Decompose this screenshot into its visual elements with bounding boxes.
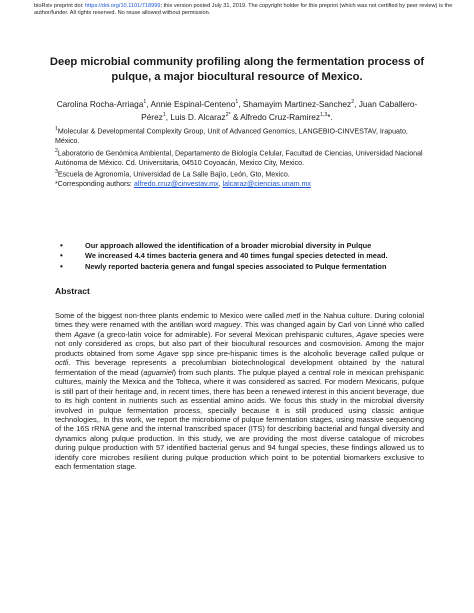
author-affil-marker: 1 bbox=[143, 99, 147, 105]
affiliation: $^1$Molecular & Developmental Complexity Group, Unit of Advanced Genomics, LANGEBIO-CINVESTAV, Irapuato, México. bbox=[55, 126, 408, 145]
notice-rest: ; this version posted July 31, 2019. The copyright holder for this preprint (which was not certified by peer review) is the author/funder. All rights reserved. No reuse allowed without permission. bbox=[34, 3, 453, 16]
author-affil-marker: 2* bbox=[225, 112, 231, 119]
affiliation: $^3$Escuela de Agronomía, Universidad de La Salle Bajío, León, Gto, Mexico. bbox=[55, 169, 290, 179]
author-name: Annie Espinal-Centeno bbox=[150, 98, 236, 109]
affiliation: $^2$Laboratorio de Genómica Ambiental, Departamento de Biología Celular, Facultad de Ciencias, Universidad Nacional Autónoma de México. Cd. Universitaria, 04510 Coyoacán, Mexico City, Mexico. bbox=[55, 147, 423, 167]
author-name: Carolina Rocha-Arriaga bbox=[56, 98, 144, 109]
preprint-notice bbox=[34, 3, 454, 17]
abstract-body: Some of the biggest non-three plants endemic to Mexico were called metl in the Nahua culture. During colonial times they were renamed with the antillan word maguey. This was changed again by Carl von Linné who called them Agave (a greco-latin voice for admirable). For several Mexican prehispanic cultures, Agave species were not only considered as crops, but also part of their biocultural resources and cosmovision. Among the major products obtained from some Agave spp since pre-hispanic times is the alcoholic beverage called pulque or octli. This beverage represents a precolumbian biotechnological development obtained by the natural fermentation of the mead (aguamiel) from such plants. The pulque played a central role in mexican prehispanic cultures, mainly the Mexica and the Tolteca, where it was considered as sacred. For modern Mexicans, pulque is still part of their heritage and, in recent times, there has been a renewed interest in this ancient beverage, due to its high content in nutrients such as essential amino acids. We focus this study in the microbial diversity involved in pulque fermentation process, specially because it is still produced using classic antique technologies,. In this work, we report the microbiome of pulque fermentation stages, using massive sequencing of the 16S rRNA gene and the internal transcribed spacer (ITS) for describing bacterial and fungal diversity and dynamics along pulque production. In this study, we are providing the most diverse catalogue of microbes during pulque production with 57 identified bacterial genus and 94 fungal species, these findings allowed us to identify core microbes resilient during pulque production which point to be potential biomarkers exclusive to each fermentation stage. bbox=[55, 311, 425, 472]
author-affil-marker: 1 bbox=[235, 99, 239, 105]
bullet-icon: • bbox=[60, 251, 63, 261]
paper-title: Deep microbial community profiling along the fermentation process of pulque, a major biocultural resource of Mexico. bbox=[49, 56, 425, 83]
email-link[interactable]: alfredo.cruz@cinvestav.mx bbox=[133, 180, 219, 189]
author-name: Shamayim Martinez-Sanchez bbox=[242, 98, 352, 109]
affiliations bbox=[55, 125, 425, 190]
notice-prefix: bioRxiv preprint doi: bbox=[34, 3, 85, 9]
bullet-icon: • bbox=[60, 241, 63, 250]
highlights-list bbox=[55, 241, 425, 272]
author-affil-marker: 1,3 bbox=[320, 112, 328, 119]
abstract-heading: Abstract bbox=[55, 286, 90, 296]
corresponding-authors: *Corresponding authors: alfredo.cruz@cinvestav.mx, lalcaraz@ciencias.unam.mx bbox=[55, 180, 311, 189]
highlight-item: • Newly reported bacteria genera and fungal species associated to Pulque fermentation bbox=[60, 261, 387, 271]
author-name: Juan Caballero-Pérez bbox=[141, 98, 418, 123]
author-affil-marker: 1 bbox=[162, 112, 166, 119]
highlight-item: • We increased 4.4 times bacteria genera and 40 times fungal species detected in mead. bbox=[60, 251, 388, 261]
highlight-item: • Our approach allowed the identification of a broader microbial diversity in Pulque bbox=[60, 241, 372, 250]
bullet-icon: • bbox=[60, 261, 63, 271]
author-affil-marker: 2 bbox=[351, 99, 355, 105]
author-list: Carolina Rocha-Arriaga$^1$, Annie Espinal-Centeno$^1$, Shamayim Martinez-Sanchez$^2$, Juan Caballero-Pérez$^1$, Luis D. Alcaraz$^{2*}$ & Alfredo Cruz-Ramirez$^{1,3}$*. bbox=[56, 98, 418, 123]
author-name: Luis D. Alcaraz bbox=[170, 112, 226, 123]
doi-link[interactable]: https://doi.org/10.1101/718999 bbox=[85, 3, 161, 9]
email-link[interactable]: lalcaraz@ciencias.unam.mx bbox=[222, 180, 311, 189]
author-name: Alfredo Cruz-Ramirez bbox=[240, 112, 321, 123]
